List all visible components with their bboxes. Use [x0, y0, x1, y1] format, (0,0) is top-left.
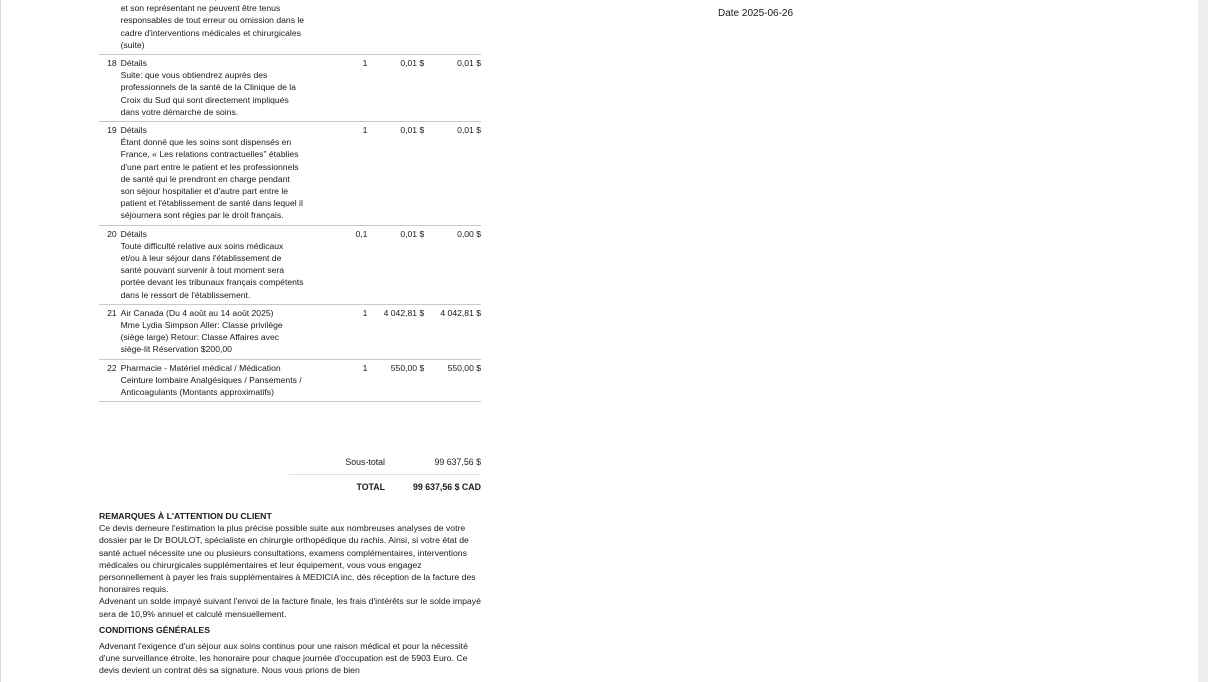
item-quantity: 1 — [362, 362, 368, 373]
totals-block — [289, 450, 481, 499]
item-unit-price: 0,01 $ — [400, 125, 425, 136]
conditions-heading: CONDITIONS GÉNÉRALES — [99, 624, 211, 635]
line-items-table — [99, 0, 481, 402]
item-quantity: 1 — [362, 125, 368, 136]
item-total — [424, 0, 481, 51]
item-quantity — [311, 0, 368, 51]
item-number: 20 — [107, 228, 117, 239]
item-quantity: 1 — [362, 58, 368, 69]
item-text: Mme Lydia Simpson Aller: Classe privilège (siège large) Retour: Classe Affaires avec siège-lit Réservation $200,00 — [120, 320, 283, 355]
item-total: 0,01 $ — [457, 58, 482, 69]
total-label: TOTAL — [356, 482, 385, 492]
item-title: Détails — [120, 228, 147, 239]
notes-section — [99, 510, 481, 677]
item-number: 19 — [107, 125, 117, 136]
item-unit-price — [367, 0, 424, 51]
item-unit-price: 0,01 $ — [400, 58, 425, 69]
item-total: 550,00 $ — [447, 362, 482, 373]
item-title: Détails — [120, 125, 147, 136]
item-text: Ceinture lombaire Analgésiques / Pansements / Anticoagulants (Montants approximatifs) — [120, 374, 302, 398]
vertical-scrollbar[interactable] — [1198, 0, 1208, 682]
item-unit-price: 0,01 $ — [400, 228, 425, 239]
item-text: Suite: que vous obtiendrez auprès des professionnels de la santé de la Clinique de la Croix du Sud qui sont directement impliqués dans votre démarche de soins. — [120, 70, 296, 117]
item-total: 0,00 $ — [457, 228, 482, 239]
total-value: 99 637,56 $ CAD — [413, 482, 481, 492]
authorized-signatory-text — [718, 0, 883, 2]
item-description — [121, 307, 311, 356]
signature-block — [718, 0, 883, 20]
item-quantity: 0,1 — [355, 228, 368, 239]
table-row — [99, 0, 481, 55]
table-row — [99, 55, 481, 122]
total-row — [289, 475, 481, 499]
item-text: et son représentant ne peuvent être tenus responsables de tout erreur ou omission dans le cadre d'interventions médicales et chirurgicales (suite) — [120, 3, 305, 50]
item-description — [121, 57, 311, 118]
subtotal-row — [289, 450, 481, 475]
item-total: 4 042,81 $ — [440, 307, 482, 318]
item-number: 21 — [107, 307, 117, 318]
remarks-heading: REMARQUES À L'ATTENTION DU CLIENT — [99, 511, 272, 521]
signature-date: Date 2025-06-26 — [718, 8, 794, 19]
item-description — [121, 362, 311, 399]
item-unit-price: 550,00 $ — [390, 362, 425, 373]
item-description — [121, 228, 311, 301]
item-title: Pharmacie - Matériel médical / Médication — [120, 362, 281, 373]
item-text: Toute difficulté relative aux soins médicaux et/ou à leur séjour dans l'établissement de santé pouvant survenir à tout moment sera portée devant les tribunaux français compétents dans le ressort de l'établissement. — [120, 240, 304, 300]
item-title: Détails — [120, 58, 147, 69]
item-text: Étant donné que les soins sont dispensés en France, « Les relations contractuelles" établies d'une part entre le patient et les professionnels de santé qui le prendront en charge pendant son séjour hospitalier et d'autre part entre le patient et l'établissement de santé dans lequel il séjournera sont régies par le droit français. — [120, 137, 303, 221]
subtotal-value: 99 637,56 $ — [434, 457, 481, 467]
item-number: 18 — [107, 58, 117, 69]
item-number — [99, 0, 121, 51]
item-number: 22 — [107, 362, 117, 373]
subtotal-label: Sous-total — [345, 457, 385, 467]
remarks-paragraph: Ce devis demeure l'estimation la plus précise possible suite aux nombreuses analyses de votre dossier par le Dr BOULOT, spécialiste en chirurgie orthopédique du rachis. Ainsi, si votre état de santé actuel nécessite une ou plusieurs consultations, examens complémentaires, interventions médicales ou chirurgicales supplémentaires et leur équipement, vous vous engagez personnellement à payer les frais supplémentaires à MEDICIA inc. dès réception de la facture des honoraires requis. — [99, 523, 476, 595]
item-description — [121, 124, 311, 222]
item-total: 0,01 $ — [457, 125, 482, 136]
item-description — [121, 0, 311, 51]
conditions-paragraph: Advenant l'exigence d'un séjour aux soins continus pour une raison médical et pour la nécessité d'une surveillance étroite, les honoraire pour chaque journée d'occupation est de 5903 Euro. Ce devis devient un contrat dès sa signature. Nous vous prions de bien — [99, 641, 468, 676]
remarks-interest-paragraph: Advenant un solde impayé suivant l'envoi de la facture finale, les frais d'intérêts sur le solde impayé sera de 10,9% annuel et calculé mensuellement. — [99, 596, 481, 619]
item-quantity: 1 — [362, 307, 368, 318]
table-row — [99, 360, 481, 403]
item-title: Air Canada (Du 4 août au 14 août 2025) — [120, 307, 274, 318]
table-row — [99, 305, 481, 360]
table-row — [99, 226, 481, 305]
table-row — [99, 122, 481, 226]
item-unit-price: 4 042,81 $ — [383, 307, 425, 318]
